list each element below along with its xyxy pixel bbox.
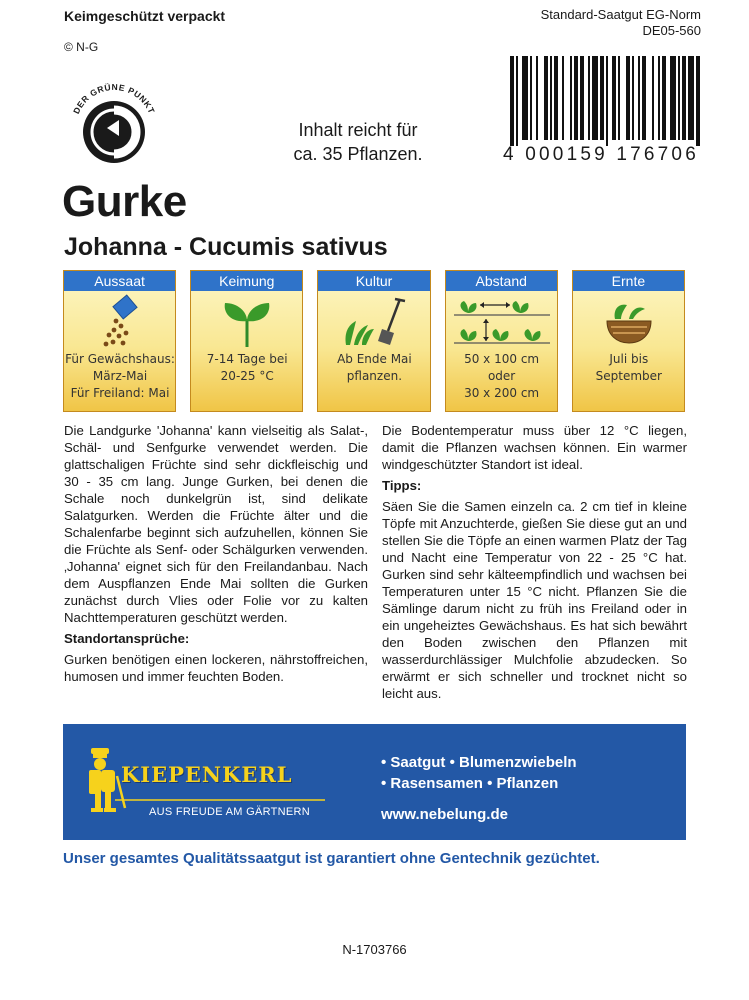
barcode-bar xyxy=(550,56,552,140)
info-box-text xyxy=(191,351,303,385)
description-right-column xyxy=(382,422,687,702)
info-box-label: Kultur xyxy=(318,271,429,291)
info-box-cultivation xyxy=(317,270,430,412)
tips-text: Säen Sie die Samen einzeln ca. 2 cm tief in kleine Töpfe mit Anzuchterde, gießen Sie diese gut an und stellen Sie die Töpfe an einen warmen Platz der Tag und Nacht eine Temperatur von 22 - 25 °C hat. Gurken sind sehr kälteempfindlich und wachsen bei Temperaturen unter 15 °C nicht. Pflanzen Sie die Sämlinge darum nicht zu früh ins Freiland oder in ein ungeheiztes Gewächshaus. Es hat sich bewährt den Boden zwischen den Pflanzen mit wasserdurchlässiger Mulchfolie abzudecken. So erwärmt er sich schneller und trocknet nicht so leicht aus. xyxy=(382,499,687,701)
info-box-sowing xyxy=(63,270,176,412)
barcode-bar xyxy=(682,56,686,140)
info-line: September xyxy=(595,369,662,383)
article-number: N-1703766 xyxy=(342,942,407,957)
info-line: 20-25 °C xyxy=(220,369,274,383)
seedling-icon xyxy=(191,293,303,349)
barcode-bar xyxy=(554,56,558,140)
barcode-bar xyxy=(536,56,538,140)
info-line: Juli bis xyxy=(609,352,649,366)
contents-note xyxy=(268,118,448,166)
info-box-text xyxy=(64,351,176,402)
spacing-icon xyxy=(446,293,558,349)
seed-standard-label xyxy=(541,7,701,39)
brand-product-list xyxy=(381,752,577,794)
brand-slogan: AUS FREUDE AM GÄRTNERN xyxy=(149,806,311,818)
product-title: Gurke xyxy=(62,177,187,226)
barcode-digits: 4 000159 176706 xyxy=(503,144,699,165)
barcode-bar xyxy=(662,56,666,140)
barcode-bar xyxy=(696,56,700,146)
copyright-label: © N-G xyxy=(64,40,99,54)
barcode-bar xyxy=(626,56,630,140)
barcode-bar xyxy=(600,56,604,140)
cultivation-info-row xyxy=(63,270,685,412)
brand-product-line1: • Saatgut • Blumenzwiebeln xyxy=(381,754,577,771)
barcode-bar xyxy=(570,56,572,140)
barcode-bar xyxy=(678,56,680,140)
barcode-bar xyxy=(580,56,584,140)
info-line: pflanzen. xyxy=(346,369,403,383)
brand-name: KIEPENKERL xyxy=(121,762,293,787)
green-dot-icon xyxy=(62,70,166,174)
seed-standard-line1: Standard-Saatgut EG-Norm xyxy=(540,7,701,22)
soil-text: Die Bodentemperatur muss über 12 °C liegen, damit die Pflanzen wachsen können. Ein warmer windgeschützter Standort ist ideal. xyxy=(382,423,687,472)
info-box-germination xyxy=(190,270,303,412)
info-box-text xyxy=(318,351,430,385)
info-box-label: Ernte xyxy=(573,271,684,291)
spade-plants-icon xyxy=(318,293,430,349)
barcode-bar xyxy=(618,56,620,140)
packaging-label: Keimgeschützt verpackt xyxy=(64,8,226,24)
info-line: 30 x 200 cm xyxy=(464,386,540,400)
barcode-bar xyxy=(510,56,514,146)
barcode-bar xyxy=(670,56,676,140)
product-subtitle: Johanna - Cucumis sativus xyxy=(64,233,388,261)
barcode-bar xyxy=(530,56,532,140)
info-box-text xyxy=(573,351,685,385)
barcode-bar xyxy=(574,56,578,140)
tips-heading: Tipps: xyxy=(382,478,422,493)
barcode-bar xyxy=(638,56,640,140)
barcode-bar xyxy=(652,56,654,140)
description-intro: Die Landgurke 'Johanna' kann vielseitig als Salat-, Schäl- und Senfgurke verwendet werden. Die glattschaligen Früchte sind sehr dickfleischig und 30 - 35 cm lang. Junge Gurken, bei denen die Schale noch dunkelgrün ist, sind delikate Salatgurken. Werden die Früchte älter und die Schalenfarbe beginnt sich aufzuhellen, können Sie die Früchte als Senf- oder Schälgurken verwenden. ‚Johanna' eignet sich für den Freilandanbau. Nach dem Auspflanzen Ende Mai sollten die Gurken zunächst durch Vlies oder Folie vor zu kalten Nachttemperaturen geschützt werden. xyxy=(64,423,368,625)
info-box-spacing xyxy=(445,270,558,412)
harvest-bowl-icon xyxy=(573,293,685,349)
info-line: 50 x 100 cm xyxy=(464,352,540,366)
barcode-bar xyxy=(588,56,590,140)
location-text: Gurken benötigen einen lockeren, nährstoffreichen, humosen und immer feuchten Boden. xyxy=(64,652,368,684)
barcode-bar xyxy=(642,56,646,140)
info-box-label: Abstand xyxy=(446,271,557,291)
brand-website-link[interactable]: www.nebelung.de xyxy=(381,806,508,823)
brand-product-line2: • Rasensamen • Pflanzen xyxy=(381,775,559,792)
barcode-bar xyxy=(544,56,548,140)
info-line: März-Mai xyxy=(92,369,148,383)
barcode-bar xyxy=(516,56,518,146)
green-dot-text: DER GRÜNE PUNKT xyxy=(71,81,157,116)
brand-banner xyxy=(63,724,686,840)
info-box-label: Keimung xyxy=(191,271,302,291)
contents-line1: Inhalt reicht für xyxy=(298,120,418,140)
info-line: oder xyxy=(487,369,516,383)
info-line: Ab Ende Mai xyxy=(337,352,412,366)
barcode xyxy=(506,56,706,146)
info-line: 7-14 Tage bei xyxy=(206,352,288,366)
info-box-harvest xyxy=(572,270,685,412)
seed-standard-line2: DE05-560 xyxy=(642,23,701,38)
barcode-bar xyxy=(688,56,694,140)
barcode-bar xyxy=(612,56,616,140)
info-line: Für Freiland: Mai xyxy=(70,386,170,400)
barcode-bar xyxy=(562,56,564,140)
info-box-text xyxy=(446,351,558,402)
barcode-bar xyxy=(606,56,608,146)
info-line: Für Gewächshaus: xyxy=(65,352,175,366)
gmo-free-guarantee: Unser gesamtes Qualitätssaatgut ist garantiert ohne Gentechnik gezüchtet. xyxy=(63,850,600,867)
location-heading: Standortansprüche: xyxy=(64,631,190,646)
barcode-bar xyxy=(658,56,660,140)
barcode-bar xyxy=(522,56,528,140)
description-left-column xyxy=(64,422,368,685)
contents-line2: ca. 35 Pflanzen. xyxy=(293,144,423,164)
barcode-bar xyxy=(592,56,598,140)
seed-packet-icon xyxy=(64,293,176,349)
barcode-bar xyxy=(632,56,634,140)
info-box-label: Aussaat xyxy=(64,271,175,291)
